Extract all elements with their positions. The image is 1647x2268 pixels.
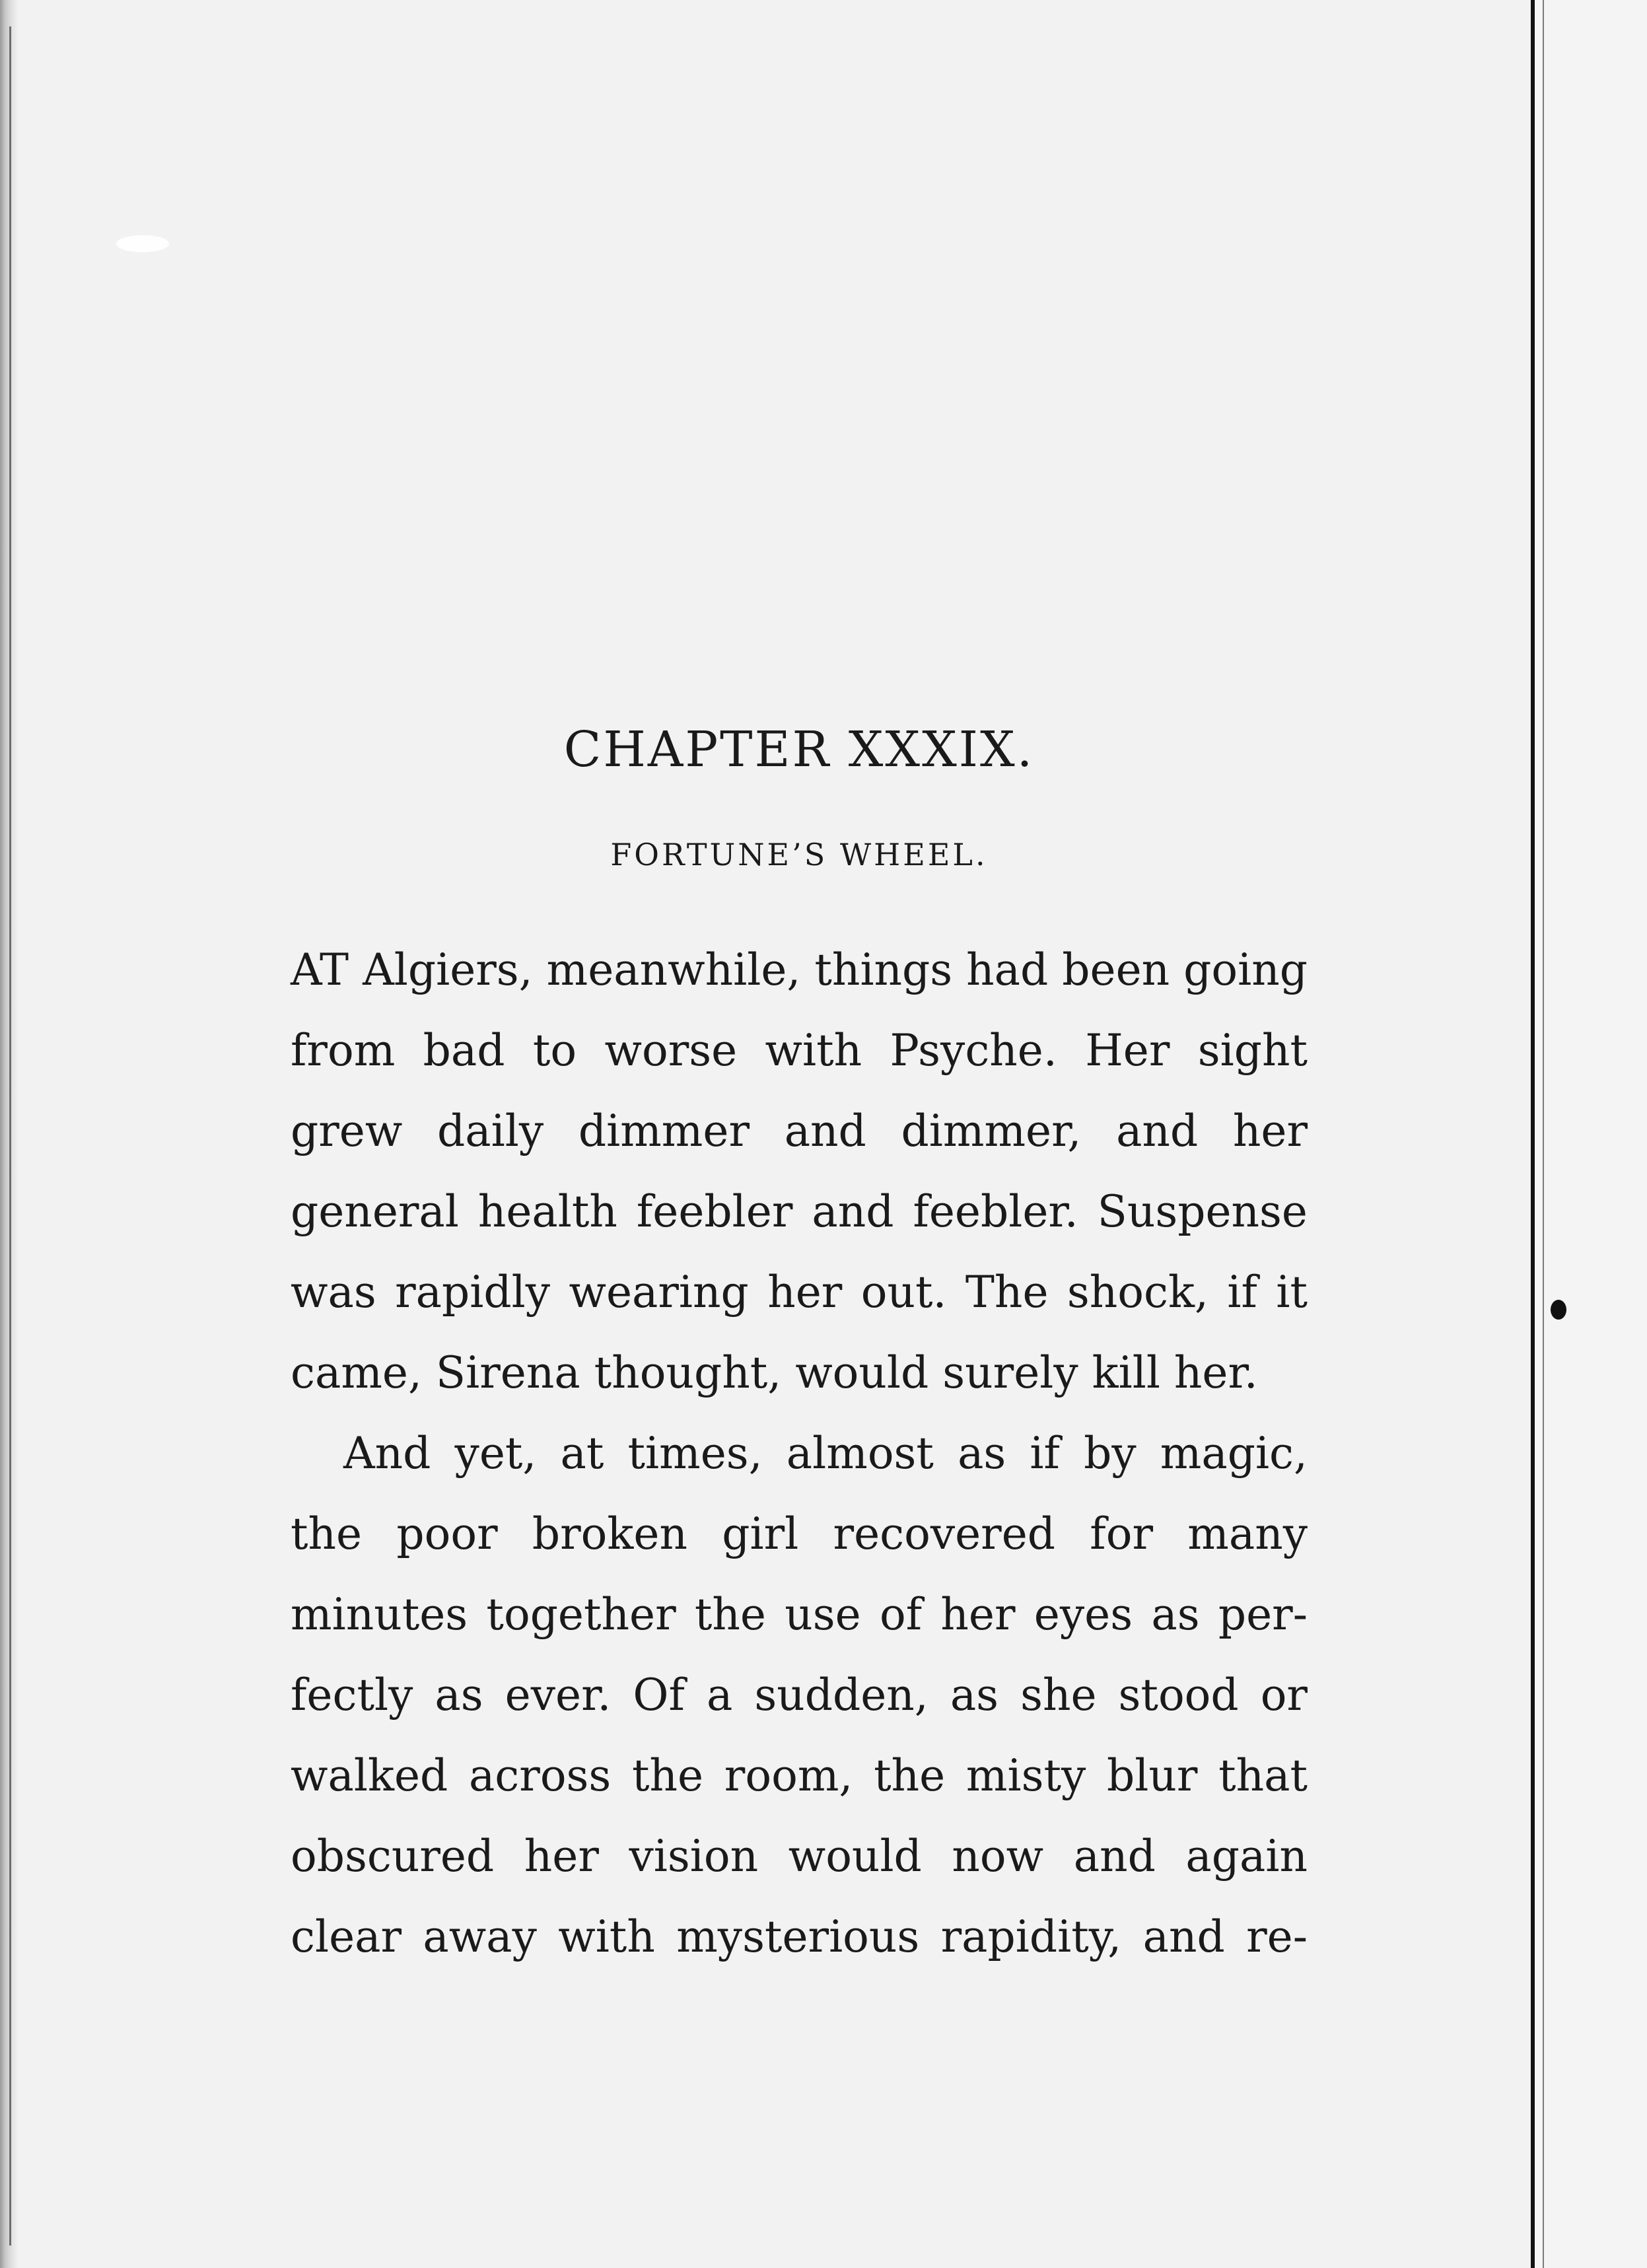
text-line: AT Algiers, meanwhile, things had been going bbox=[291, 944, 1308, 995]
text-line: obscured her vision would now and again bbox=[291, 1831, 1308, 1882]
page-edge-shadow bbox=[1543, 0, 1544, 2268]
paragraph-2 bbox=[291, 1413, 1308, 1977]
text-line: from bad to worse with Psyche. Her sight bbox=[291, 1025, 1308, 1076]
text-line: came, Sirena thought, would surely kill her. bbox=[291, 1347, 1258, 1398]
chapter-subtitle: FORTUNE’S WHEEL. bbox=[610, 837, 988, 872]
chapter-title: CHAPTER XXXIX. bbox=[563, 721, 1035, 778]
ink-spot bbox=[1551, 1300, 1566, 1320]
next-page-edge bbox=[1531, 0, 1647, 2268]
text-line: grew daily dimmer and dimmer, and her bbox=[291, 1106, 1308, 1156]
body-text bbox=[291, 930, 1308, 1977]
text-line: walked across the room, the misty blur that bbox=[291, 1750, 1308, 1801]
paper-mark bbox=[116, 235, 169, 252]
text-line: was rapidly wearing her out. The shock, if it bbox=[291, 1267, 1308, 1318]
paragraph-1 bbox=[291, 930, 1308, 1413]
binding-rule bbox=[9, 26, 11, 2246]
text-line: general health feebler and feebler. Suspense bbox=[291, 1186, 1308, 1237]
binding-edge bbox=[0, 0, 17, 2268]
page-edge-rule bbox=[1531, 0, 1535, 2268]
text-line: the poor broken girl recovered for many bbox=[291, 1508, 1308, 1559]
text-line: clear away with mysterious rapidity, and re- bbox=[291, 1911, 1308, 1962]
text-line: minutes together the use of her eyes as per- bbox=[291, 1589, 1308, 1640]
text-line: And yet, at times, almost as if by magic, bbox=[343, 1428, 1308, 1479]
text-line: fectly as ever. Of a sudden, as she stood or bbox=[291, 1670, 1308, 1720]
